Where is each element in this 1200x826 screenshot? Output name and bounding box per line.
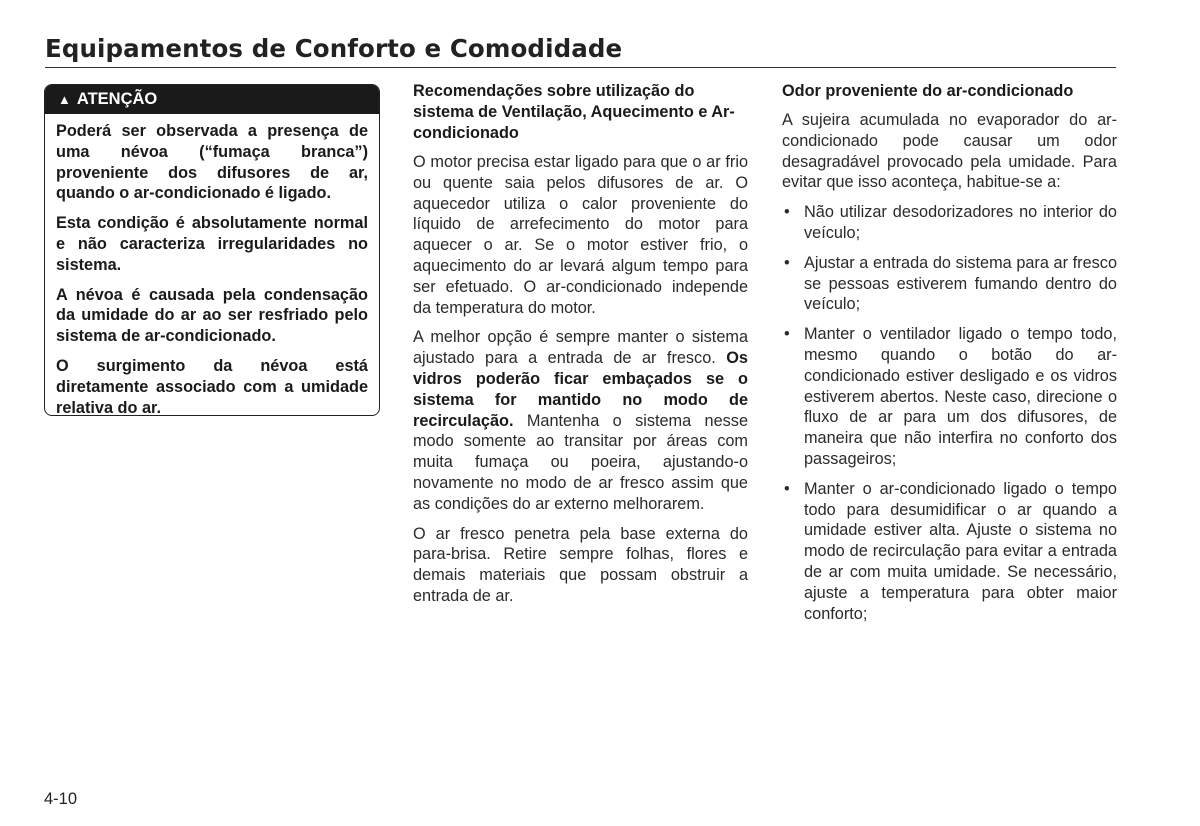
list-item: • Manter o ventilador ligado o tempo todo, mesmo quando o botão do ar-condicionado estiver desligado e os vidros estiverem abertos. Neste caso, direcione o fluxo de ar para um dos difusores, de maneira que não interfira no conforto dos passageiros; [782, 324, 1117, 470]
warning-paragraph: O surgimento da névoa está diretamente associado com a umidade relativa do ar. [56, 356, 368, 416]
list-item: • Ajustar a entrada do sistema para ar fresco se pessoas estiverem fumando dentro do veículo; [782, 253, 1117, 315]
warning-paragraph: Esta condição é absolutamente normal e não caracteriza irregularidades no sistema. [56, 214, 368, 274]
paragraph: O motor precisa estar ligado para que o ar frio ou quente saia pelos difusores de ar. O aquecedor utiliza o calor proveniente do líquido de arrefecimento do motor para aquecer o ar. Se o motor estiver frio, o aquecimento do ar levará algum tempo para ser efetuado. O ar-condicionado independe da temperatura do motor. [413, 153, 748, 317]
page-number: 4-10 [44, 790, 78, 808]
paragraph [413, 327, 748, 514]
paragraph: O ar fresco penetra pela base externa do para-brisa. Retire sempre folhas, flores e demais materiais que possam obstruir a entrada de ar. [413, 524, 748, 605]
bold-text-run: Os vidros poderão ficar embaçados se o sistema for mantido no modo de recirculação. [413, 349, 748, 430]
warning-triangle-icon: ▲ [58, 92, 71, 107]
page-header [45, 34, 1116, 68]
paragraph: A sujeira acumulada no evaporador do ar-condicionado pode causar um odor desagradável provocado pela umidade. Para evitar que isso aconteça, habitue-se a: [782, 111, 1117, 192]
page-title: Equipamentos de Conforto e Comodidade [45, 34, 623, 63]
warning-header [45, 85, 379, 114]
warning-paragraph: Poderá ser observada a presença de uma névoa (“fumaça branca”) proveniente dos difusores de ar, quando o ar-condicionado é ligado. [56, 122, 368, 203]
warning-paragraph: A névoa é causada pela condensação da umidade do ar ao ser resfriado pelo sistema de ar-condicionado. [56, 285, 368, 346]
text-run: A melhor opção é sempre manter o sistema ajustado para a entrada de ar fresco. [413, 328, 748, 368]
list-item: • Não utilizar desodorizadores no interior do veículo; [782, 202, 1117, 244]
warning-box [44, 84, 380, 416]
text-run: Mantenha o sistema nesse modo somente ao transitar por áreas com muita fumaça ou poeira, ajustando-o novamente no modo de ar fresco assim que as condições do ar externo melhorarem. [413, 411, 748, 513]
column-ventilation [413, 81, 748, 616]
bullet-list [782, 202, 1117, 624]
warning-title: ATENÇÃO [76, 90, 158, 108]
column-odor [782, 81, 1117, 633]
section-heading: Odor proveniente do ar-condicionado [782, 82, 1074, 100]
warning-body [45, 114, 379, 416]
section-heading: Recomendações sobre utilização do sistema de Ventilação, Aquecimento e Ar-condicionado [413, 82, 735, 142]
list-item: • Manter o ar-condicionado ligado o tempo todo para desumidificar o ar quando a umidade estiver alta. Ajuste o sistema no modo de recirculação para evitar a entrada de ar com muita umidade. Se necessário, ajuste a temperatura para obter maior conforto; [782, 479, 1117, 625]
